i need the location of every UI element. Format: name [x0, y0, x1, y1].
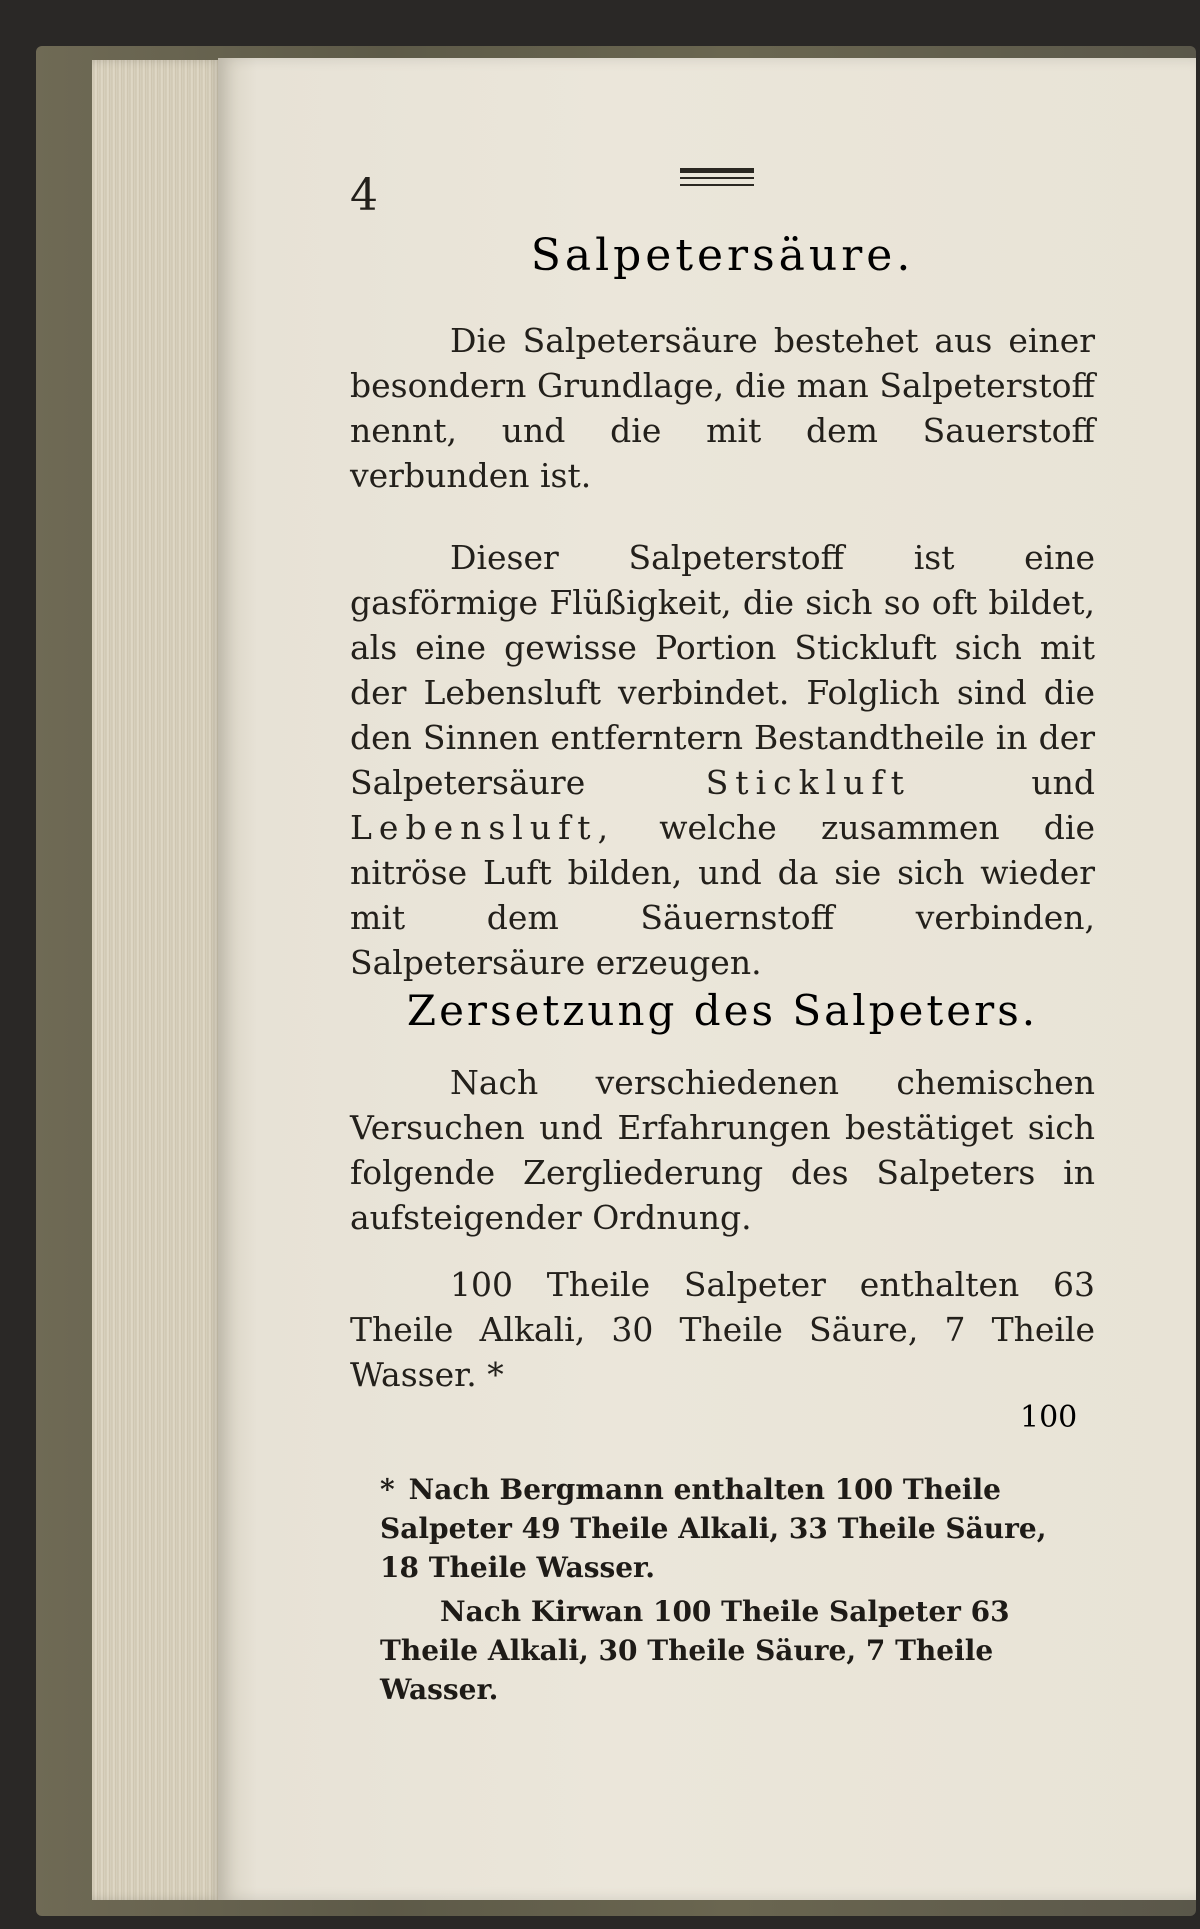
paragraph-1-text: Die Salpetersäure bestehet aus einer besondern Grundlage, die man Salpeterstoff nennt, und die mit dem Sauerstoff verbunden ist. — [350, 321, 1095, 495]
footnote-2 — [380, 1592, 1095, 1709]
catchword: 100 — [1020, 1400, 1078, 1435]
paragraph-2-text-b: welche zusammen die nitröse Luft bilden, und da sie sich wieder mit dem Säuernstoff verbinden, Salpetersäure erzeugen. — [350, 808, 1095, 982]
paragraph-3-text: Nach verschiedenen chemischen Versuchen und Erfahrungen bestätiget sich folgende Zergliederung des Salpeters in aufsteigender Ordnung. — [350, 1063, 1095, 1237]
paragraph-3 — [350, 1060, 1095, 1240]
footnote-1-text: Nach Bergmann enthalten 100 Theile Salpeter 49 Theile Alkali, 33 Theile Säure, 18 Theile Wasser. — [380, 1473, 1047, 1584]
paragraph-4 — [350, 1262, 1095, 1397]
paragraph-4-text: 100 Theile Salpeter enthalten 63 Theile Alkali, 30 Theile Säure, 7 Theile Wasser. — [350, 1265, 1095, 1394]
stickluft-emphasis: Stickluft — [705, 763, 911, 802]
footnote-1 — [380, 1470, 1095, 1587]
lebensluft-emphasis: Lebensluft, — [350, 808, 616, 847]
footnote-2-text: Nach Kirwan 100 Theile Salpeter 63 Theile Alkali, 30 Theile Säure, 7 Theile Wasser. — [380, 1595, 1010, 1706]
page-number: 4 — [350, 170, 378, 221]
paragraph-2-und: und — [1031, 763, 1095, 802]
paragraph-2 — [350, 535, 1095, 985]
subsection-title: Zersetzung des Salpeters. — [406, 986, 1039, 1035]
page-edges — [92, 60, 222, 1900]
paragraph-2-text-a: Dieser Salpeterstoff ist eine gasförmige Flüßigkeit, die sich so oft bildet, als eine gewisse Portion Stickluft sich mit der Lebensluft verbindet. Folglich sind die den Sinnen entferntern Bestandtheile in der Salpetersäure — [350, 538, 1095, 802]
footnote-mark: * — [380, 1473, 395, 1506]
footnote-reference: * — [487, 1355, 504, 1394]
paragraph-1 — [350, 318, 1095, 498]
header-rule — [680, 168, 754, 186]
section-title: Salpetersäure. — [530, 230, 915, 281]
